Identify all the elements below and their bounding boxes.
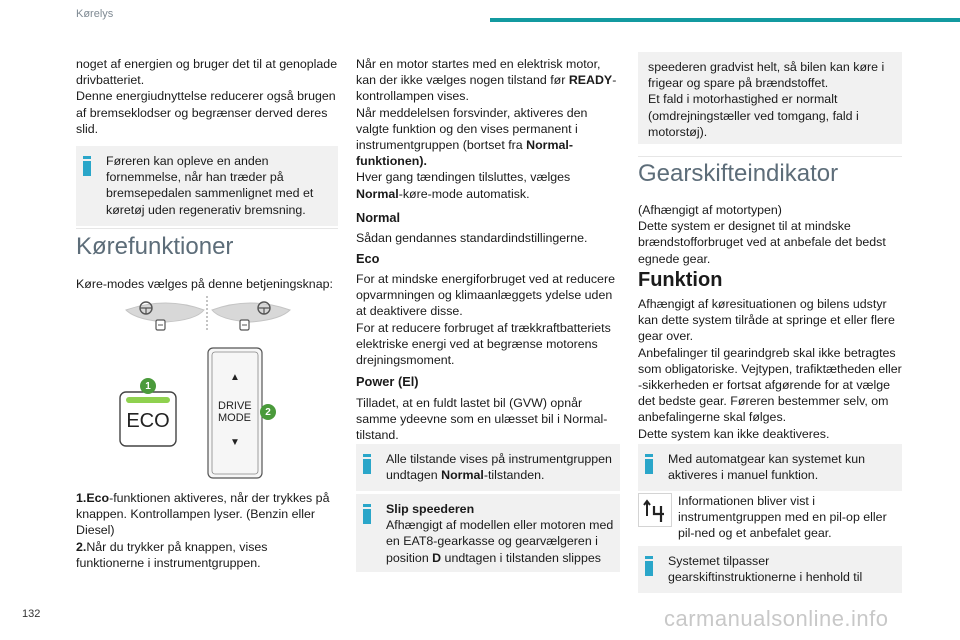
- steering-wheel-right-icon: [212, 302, 290, 330]
- heading-normal: Normal: [356, 210, 401, 225]
- normal-text: Sådan gendannes standardindstillingerne.: [356, 231, 588, 245]
- badge-2-label: 2: [265, 407, 271, 418]
- header-section-title: Kørelys: [76, 8, 114, 20]
- info-box-adapt: Systemet tilpasser gearskiftinstruktionerne i henhold til: [638, 546, 902, 593]
- eco-label: ECO: [126, 410, 170, 432]
- heading-power: Power (El): [356, 374, 419, 389]
- heading-korefunktioner: Kørefunktioner: [76, 233, 234, 260]
- heading-funktion: Funktion: [638, 269, 723, 291]
- badge-1-label: 1: [145, 381, 151, 392]
- diagram-svg: [76, 292, 338, 482]
- gear-indicator-block: Informationen bliver vist i instrumentgruppen med en pil-op eller pil-ned og et anbefalet gear.: [638, 493, 902, 542]
- drive-label-1: DRIVE: [218, 400, 252, 412]
- power-text: Tilladet, at en fuldt lastet bil (GVW) opnår samme ydeevne som en ulæsset bil i Normal-tilstand.: [356, 396, 608, 443]
- info-icon: [645, 454, 653, 474]
- info-box-brake: Føreren kan opleve en anden fornemmelse, når han træder på bremsepedalen sammenlignet med et køretøj uden regenerativ bremsning.: [76, 146, 338, 226]
- ready-paragraph: Når en motor startes med en elektrisk motor, kan der ikke vælges nogen tilstand før READY-kontrollampen vises. Når meddelelsen forsvinder, aktiveres den valgte funktion og den vises permanent i instrumentgruppen (bortset fra Normal-funktionen). Hver gang tændingen tilsluttes, vælges Normal-køre-mode automatisk.: [356, 57, 617, 201]
- info-box-automatic: Med automatgear kan systemet kun aktiveres i manuel funktion.: [638, 444, 902, 491]
- divider: [638, 156, 902, 157]
- intro-paragraph: noget af energien og bruger det til at genoplade drivbatteriet. Denne energiudnyttelse reducerer også brugen af bremseklodser og begrænser derved deres slid.: [76, 57, 338, 136]
- drive-label-2: MODE: [218, 412, 251, 424]
- info-box-slip: Slip speederen Afhængigt af modellen eller motoren med en EAT8-gearkasse og gearvælgeren i position D undtagen i tilstanden slippes: [356, 494, 620, 572]
- gear-intro: (Afhængigt af motortypen) Dette system er designet til at mindske brændstofforbruget ved at anbefale det bedst egnede gear.: [638, 203, 886, 266]
- info-box-modes: Alle tilstande vises på instrumentgruppen undtagen Normal-tilstanden.: [356, 444, 620, 491]
- eco-text: For at mindske energiforbruget ved at reducere opvarmningen og klimaanlæggets ydelse uden at deaktivere disse. For at reducere forbruget af trækkraftbatteriets elektriske energi ved at begrænse motorens drejningsmoment.: [356, 272, 615, 368]
- diagram-notes: [76, 490, 338, 571]
- heading-eco: Eco: [356, 251, 380, 266]
- steering-wheel-left-icon: [126, 302, 204, 330]
- modes-intro: Køre-modes vælges på denne betjeningsknap:: [76, 277, 333, 291]
- info-icon: [363, 504, 371, 524]
- info-box-continued: speederen gradvist helt, så bilen kan køre i frigear og spare på brændstoffet. Et fald i motorhastighed er normalt (omdrejningstæller ved tomgang, fald i motorstøj).: [638, 52, 902, 144]
- drive-mode-diagram: [76, 292, 338, 482]
- info-icon: [645, 556, 653, 576]
- heading-gearskifteindikator: Gearskifteindikator: [638, 160, 839, 187]
- watermark: carmanualsonline.info: [664, 606, 889, 631]
- page-number: 132: [22, 608, 41, 620]
- drive-arrow-down: ▼: [230, 437, 240, 448]
- info-icon: [83, 156, 91, 176]
- info-icon: [363, 454, 371, 474]
- divider: [76, 228, 338, 229]
- gear-shift-arrow-icon: [638, 493, 672, 527]
- funktion-text: Afhængigt af køresituationen og bilens udstyr kan dette system tilråde at springe et eller flere gear over. Anbefalinger til gearindgreb skal ikke betragtes som obligatoriske. Vejtypen, trafiktætheden eller -sikkerheden er fortsat afgørende for at vælge det bedste gear. Føreren bestemmer selv, om anbefalingerne skal følges. Dette system kan ikke deaktiveres.: [638, 297, 902, 441]
- header-accent-bar: [490, 18, 960, 22]
- note-2: 2.Når du trykker på knappen, vises funktionerne i instrumentgruppen.: [76, 539, 268, 570]
- note-1: 1.Eco-funktionen aktiveres, når der trykkes på knappen. Kontrollampen lyser. (Benzin eller Diesel): [76, 491, 330, 538]
- drive-arrow-up: ▲: [230, 372, 240, 383]
